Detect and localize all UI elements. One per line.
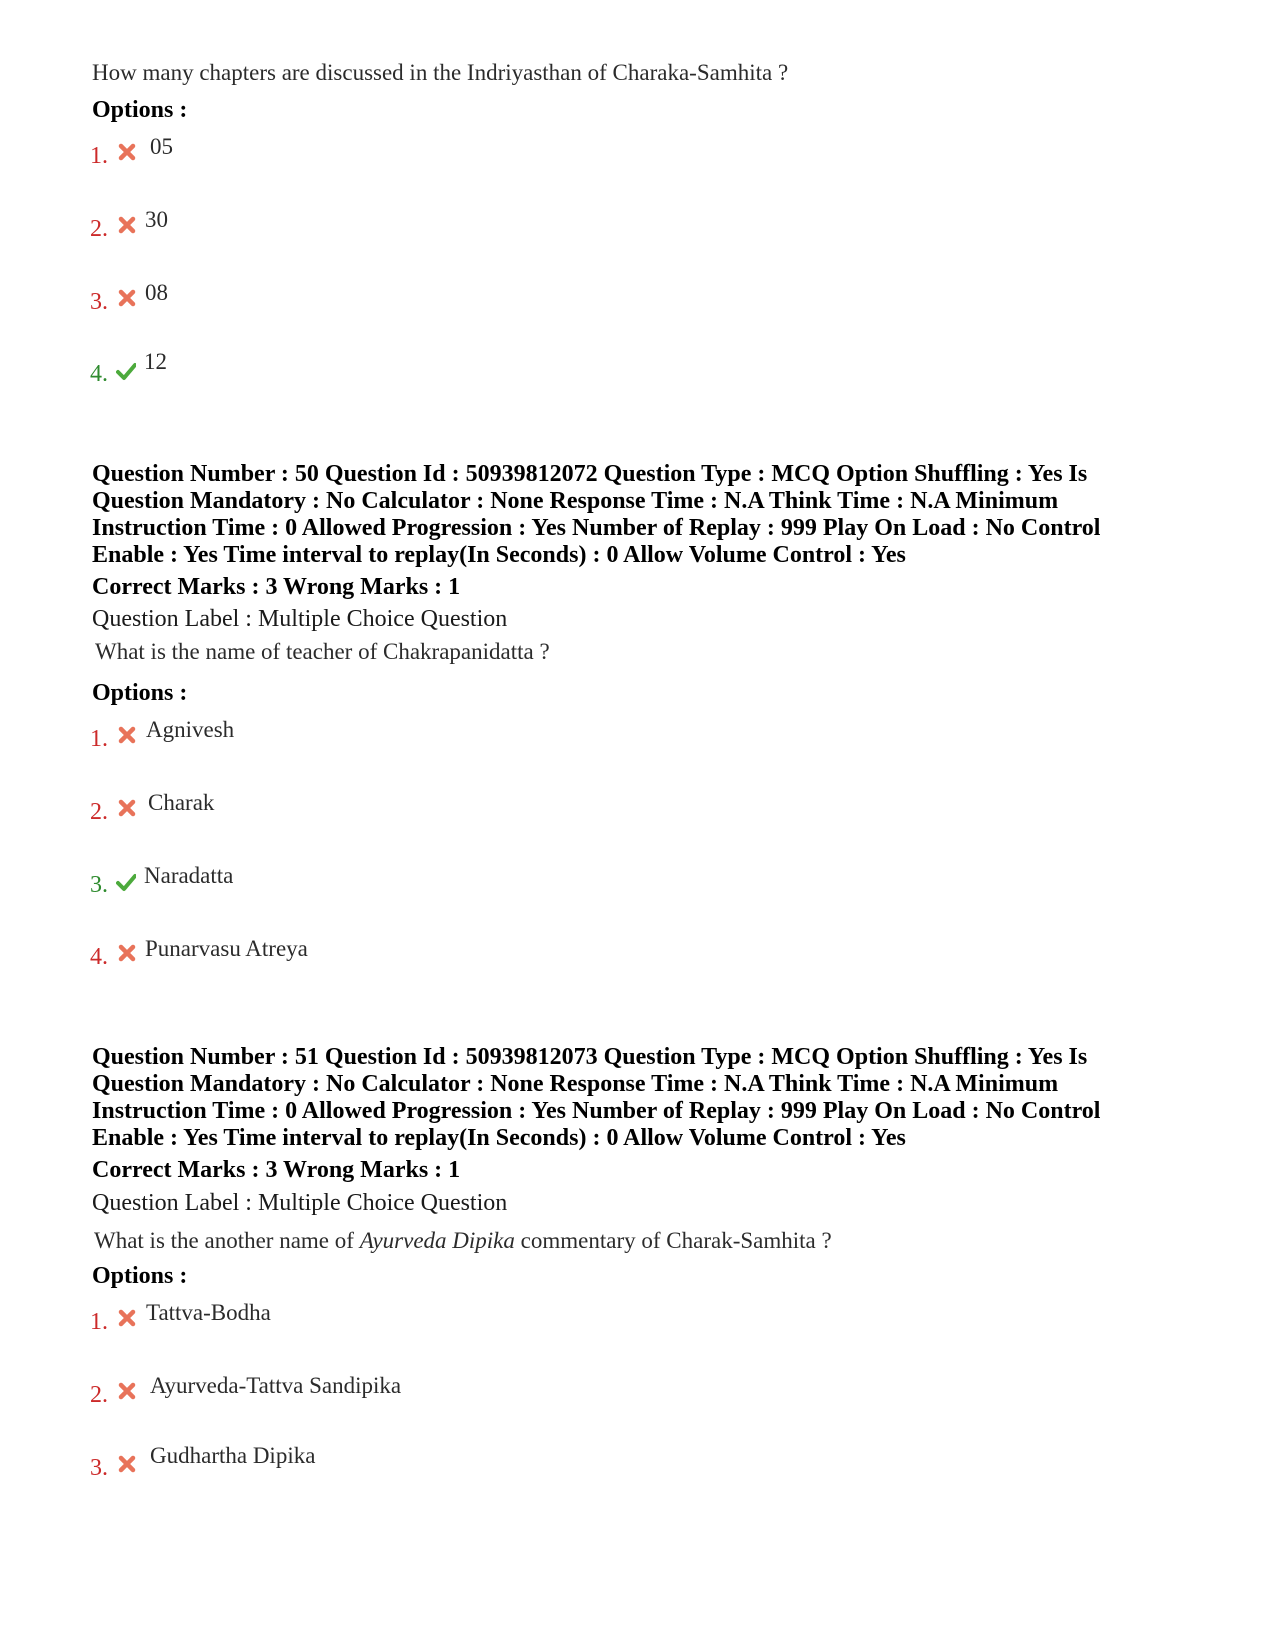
wrong-answer-icon — [117, 1308, 137, 1328]
question-label: Question Label : Multiple Choice Question — [92, 606, 508, 632]
metadata-line: Enable : Yes Time interval to replay(In Seconds) : 0 Allow Volume Control : Yes — [92, 1125, 906, 1151]
metadata-line: Instruction Time : 0 Allowed Progression : Yes Number of Replay : 999 Play On Load : No Control — [92, 515, 1101, 541]
option-number: 4. — [90, 944, 108, 970]
question-text-end: commentary of Charak-Samhita ? — [514, 1228, 832, 1253]
question-metadata — [92, 461, 1100, 569]
option-text: 12 — [144, 349, 167, 374]
question-text — [94, 1228, 832, 1254]
option-text: Charak — [148, 790, 215, 815]
wrong-answer-icon — [117, 142, 137, 162]
wrong-answer-icon — [117, 288, 137, 308]
option-text: Naradatta — [144, 863, 234, 888]
wrong-answer-icon — [117, 1454, 137, 1474]
option-number: 4. — [90, 361, 108, 387]
option-number: 1. — [90, 1309, 108, 1335]
question-text-emphasis: Ayurveda Dipika — [359, 1228, 515, 1253]
option-number: 2. — [90, 216, 108, 242]
question-metadata — [92, 1044, 1100, 1152]
correct-answer-icon — [116, 872, 136, 892]
option-text: 30 — [145, 207, 168, 232]
question-text-start: What is the another name of — [94, 1228, 360, 1253]
metadata-line: Instruction Time : 0 Allowed Progression : Yes Number of Replay : 999 Play On Load : No Control — [92, 1098, 1101, 1124]
option-number: 3. — [90, 1455, 108, 1481]
wrong-answer-icon — [117, 1381, 137, 1401]
option-number: 2. — [90, 799, 108, 825]
option-number: 2. — [90, 1382, 108, 1408]
metadata-line: Question Mandatory : No Calculator : None Response Time : N.A Think Time : N.A Minimum — [92, 488, 1059, 514]
option-number: 3. — [90, 872, 108, 898]
wrong-answer-icon — [117, 943, 137, 963]
option-text: Gudhartha Dipika — [150, 1443, 316, 1468]
marks-line: Correct Marks : 3 Wrong Marks : 1 — [92, 574, 461, 600]
marks-line: Correct Marks : 3 Wrong Marks : 1 — [92, 1157, 461, 1183]
option-text: 05 — [150, 134, 173, 159]
correct-answer-icon — [116, 361, 136, 381]
option-number: 1. — [90, 726, 108, 752]
question-text: How many chapters are discussed in the Indriyasthan of Charaka-Samhita ? — [92, 60, 789, 85]
metadata-line: Question Number : 51 Question Id : 50939812073 Question Type : MCQ Option Shuffling : Yes Is — [92, 1044, 1088, 1070]
option-text: Agnivesh — [146, 717, 235, 742]
question-label: Question Label : Multiple Choice Question — [92, 1190, 508, 1216]
option-number: 1. — [90, 143, 108, 169]
question-text: What is the name of teacher of Chakrapanidatta ? — [95, 639, 550, 664]
wrong-answer-icon — [117, 215, 137, 235]
option-text: Tattva-Bodha — [146, 1300, 271, 1325]
metadata-line: Question Number : 50 Question Id : 50939812072 Question Type : MCQ Option Shuffling : Yes Is — [92, 461, 1088, 487]
option-number: 3. — [90, 289, 108, 315]
options-heading: Options : — [92, 97, 188, 123]
option-text: 08 — [145, 280, 168, 305]
options-heading: Options : — [92, 1263, 188, 1289]
options-heading: Options : — [92, 680, 188, 706]
option-text: Punarvasu Atreya — [145, 936, 308, 961]
metadata-line: Enable : Yes Time interval to replay(In Seconds) : 0 Allow Volume Control : Yes — [92, 542, 906, 568]
wrong-answer-icon — [117, 798, 137, 818]
option-text: Ayurveda-Tattva Sandipika — [150, 1373, 402, 1398]
metadata-line: Question Mandatory : No Calculator : None Response Time : N.A Think Time : N.A Minimum — [92, 1071, 1059, 1097]
wrong-answer-icon — [117, 725, 137, 745]
